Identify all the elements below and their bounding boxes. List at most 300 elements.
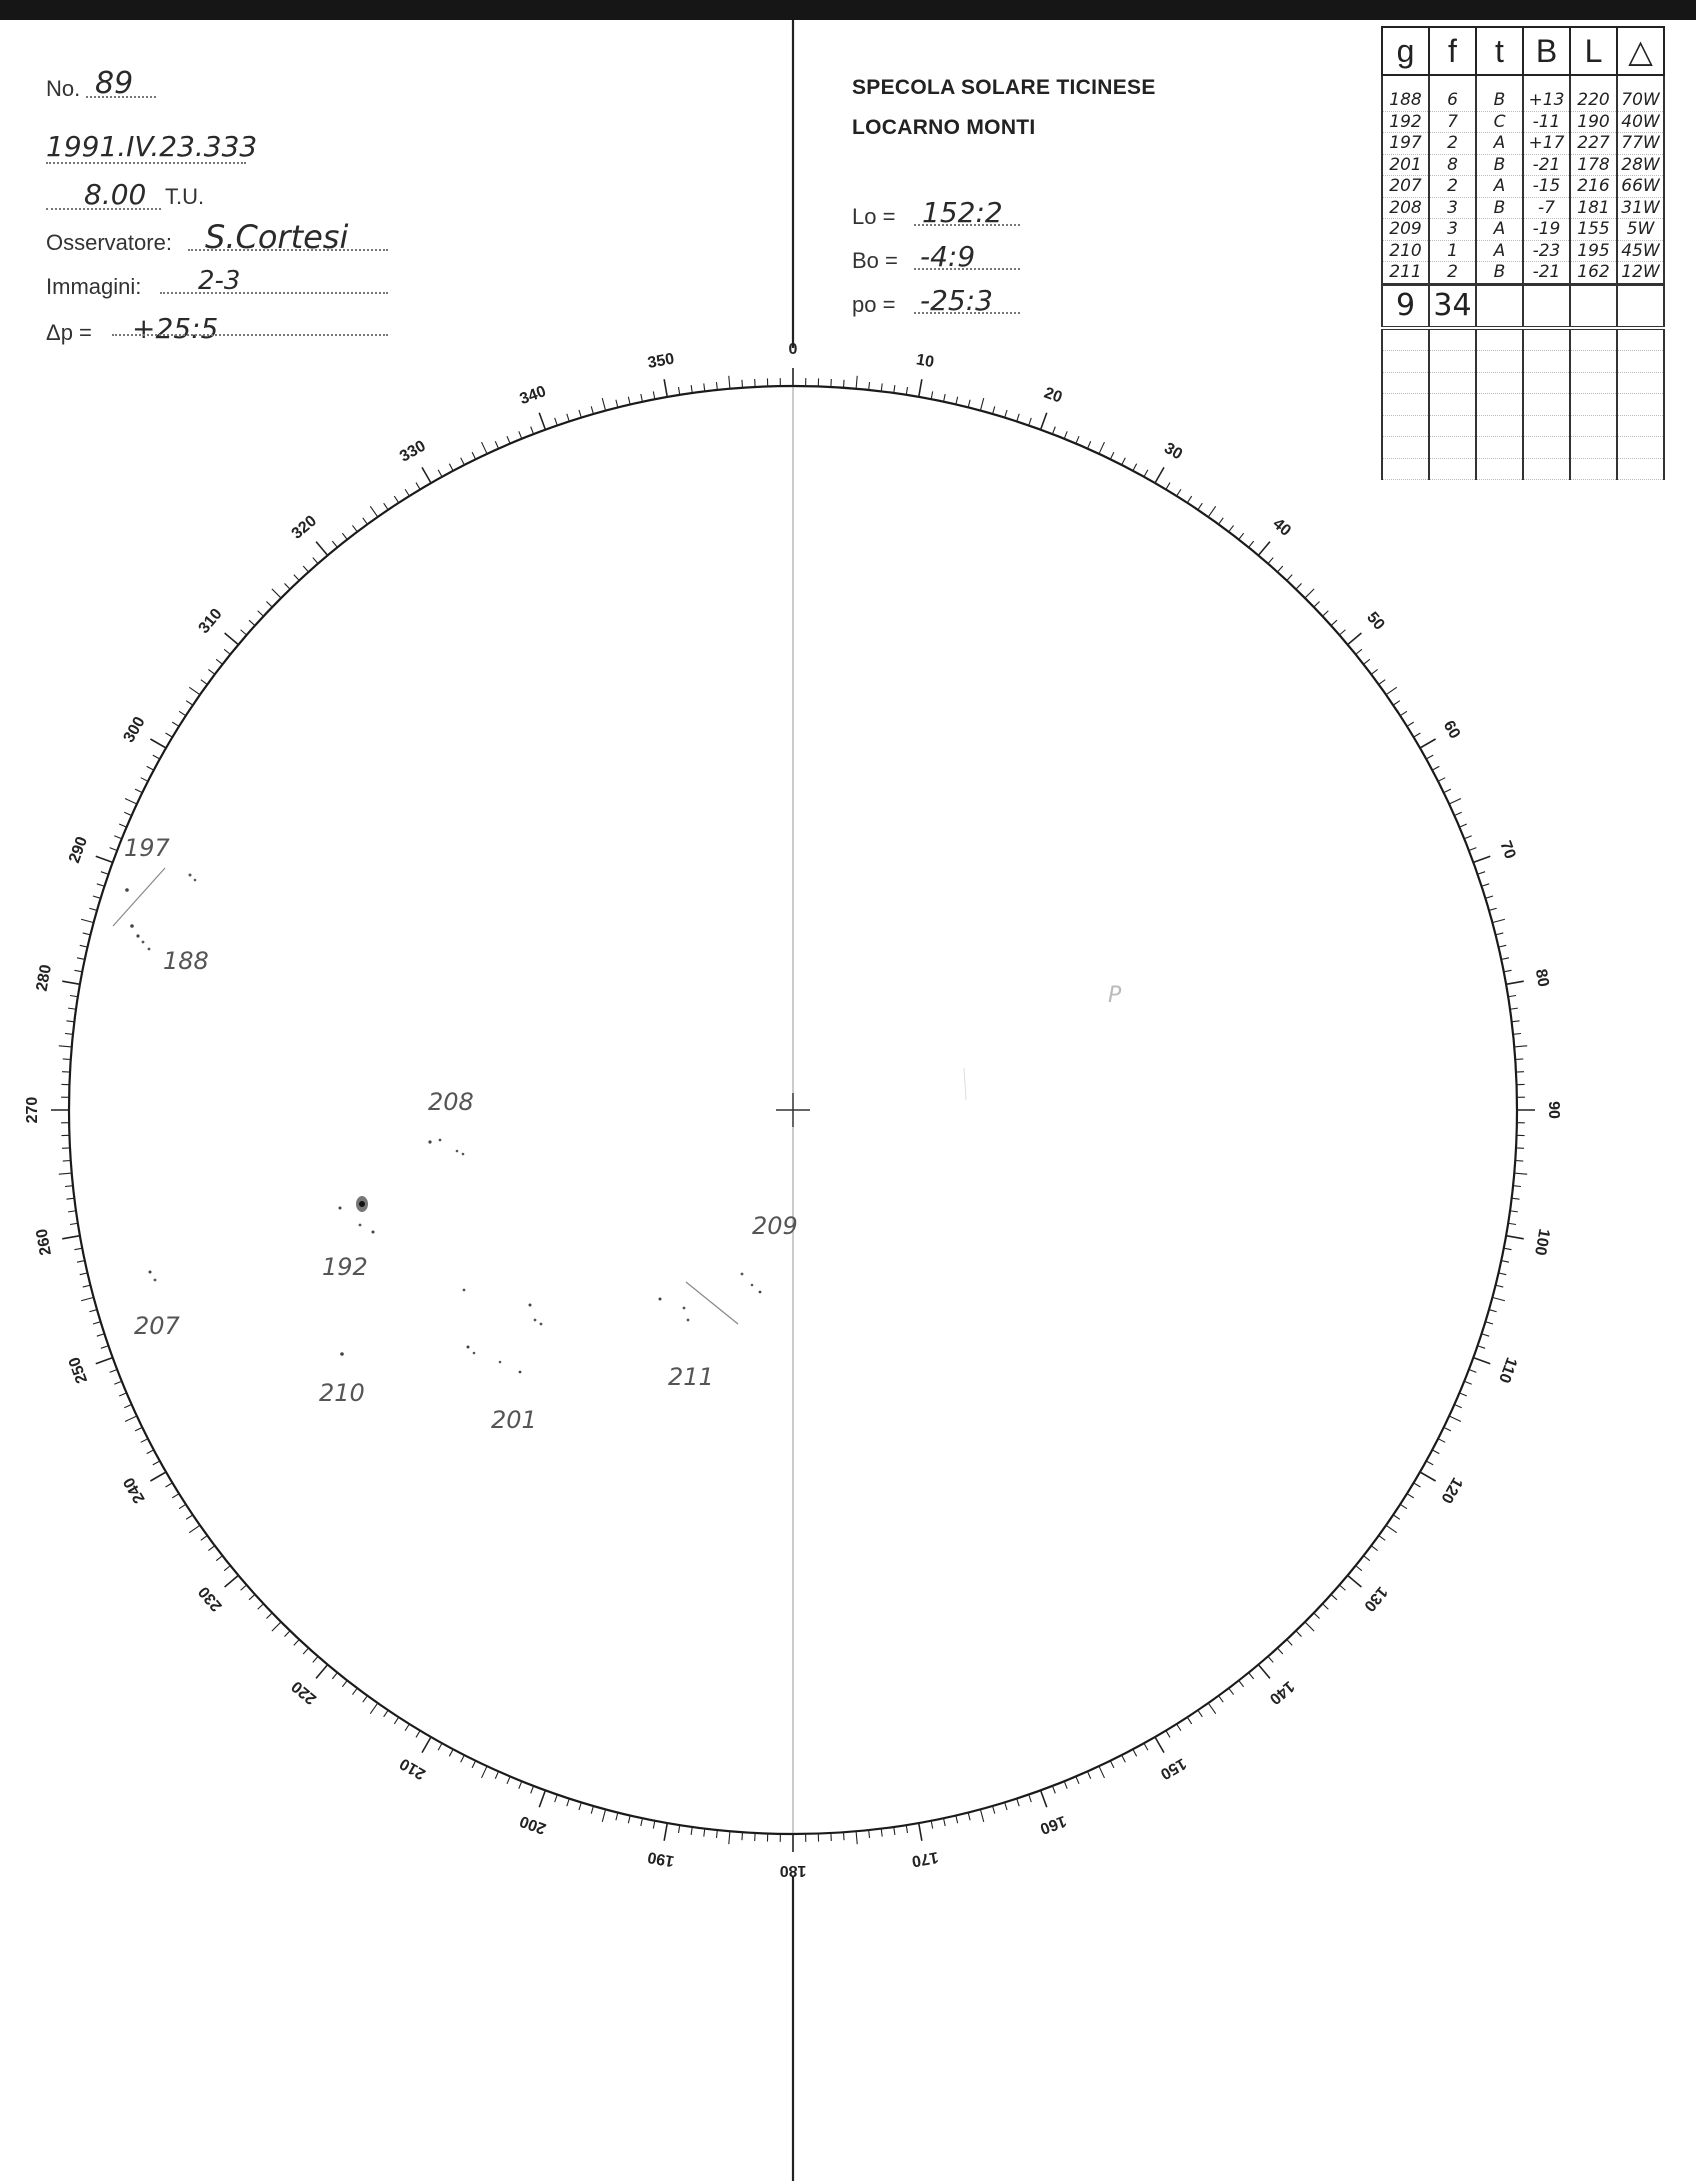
col-header-delta: △ bbox=[1617, 27, 1664, 75]
scale-tick bbox=[1407, 722, 1414, 726]
scale-tick bbox=[1041, 1790, 1047, 1807]
scale-tick bbox=[495, 1771, 498, 1778]
sunspot-group-188 bbox=[130, 924, 209, 975]
scale-tick bbox=[96, 856, 113, 862]
cell-meridian-distance: 28W bbox=[1617, 154, 1664, 176]
scale-tick bbox=[591, 1806, 593, 1814]
scale-tick bbox=[472, 452, 476, 459]
scale-tick bbox=[1249, 541, 1254, 547]
cell-group-number: 211 bbox=[1382, 262, 1429, 285]
delta-p-value: +25:5 bbox=[132, 312, 219, 345]
group-197-axis bbox=[113, 868, 165, 926]
scale-label: 80 bbox=[1531, 967, 1552, 989]
cell-meridian-distance: 70W bbox=[1617, 75, 1664, 111]
scale-label: 140 bbox=[1265, 1677, 1298, 1708]
scale-label: 290 bbox=[66, 834, 92, 866]
scale-tick bbox=[416, 483, 420, 490]
scale-tick bbox=[1454, 812, 1461, 815]
scale-tick bbox=[1426, 755, 1433, 759]
scale-tick bbox=[1501, 1261, 1509, 1263]
scale-tick bbox=[201, 680, 207, 685]
cell-group-number: 201 bbox=[1382, 154, 1429, 176]
scale-tick bbox=[59, 1046, 72, 1047]
cell-group-number: 209 bbox=[1382, 219, 1429, 241]
scale-tick bbox=[1287, 575, 1292, 581]
scale-tick bbox=[1407, 1494, 1414, 1498]
scale-tick bbox=[1420, 739, 1436, 748]
scale-tick bbox=[1239, 533, 1244, 539]
scale-tick bbox=[147, 1450, 154, 1454]
scale-tick bbox=[249, 1594, 255, 1599]
scale-tick bbox=[1331, 1594, 1337, 1599]
scale-tick bbox=[1258, 542, 1270, 556]
scale-label: 300 bbox=[120, 714, 149, 746]
spot bbox=[659, 1298, 662, 1301]
cell-latitude: +13 bbox=[1523, 75, 1570, 111]
b0-value: -4:9 bbox=[920, 240, 976, 273]
scale-tick bbox=[125, 1416, 137, 1421]
scale-tick bbox=[1017, 414, 1019, 422]
scale-tick bbox=[150, 1472, 166, 1481]
scale-tick bbox=[1473, 856, 1490, 862]
scale-tick bbox=[1314, 1613, 1320, 1619]
scale-label: 60 bbox=[1439, 717, 1464, 742]
scale-tick bbox=[1504, 1248, 1512, 1250]
scale-tick bbox=[1052, 1786, 1055, 1793]
scale-tick bbox=[1348, 1575, 1362, 1587]
scale-tick bbox=[519, 431, 522, 438]
scale-tick bbox=[80, 1273, 88, 1275]
scale-tick bbox=[303, 1648, 308, 1654]
scale-tick bbox=[919, 1823, 922, 1841]
cell-group-type: B bbox=[1476, 262, 1523, 285]
total-spots: 34 bbox=[1429, 284, 1476, 328]
scale-tick bbox=[1219, 1696, 1224, 1702]
scale-tick bbox=[124, 1404, 131, 1407]
cell-group-type: A bbox=[1476, 219, 1523, 241]
cell-spot-count: 1 bbox=[1429, 240, 1476, 262]
scale-tick bbox=[1495, 1285, 1503, 1287]
spot bbox=[529, 1304, 532, 1307]
scale-tick bbox=[1498, 945, 1506, 947]
scale-tick bbox=[1017, 1799, 1019, 1807]
scale-label: 90 bbox=[1544, 1101, 1562, 1119]
scale-label: 210 bbox=[397, 1754, 429, 1783]
scale-tick bbox=[1498, 1273, 1506, 1275]
cell-latitude: -15 bbox=[1523, 176, 1570, 198]
scale-tick bbox=[342, 1681, 347, 1687]
scale-tick bbox=[1287, 1640, 1292, 1646]
sunspot-group-207 bbox=[134, 1271, 181, 1341]
cell-group-type: A bbox=[1476, 240, 1523, 262]
cell-longitude: 220 bbox=[1570, 75, 1617, 111]
scale-tick bbox=[881, 383, 882, 391]
scale-label: 0 bbox=[788, 341, 798, 359]
scale-tick bbox=[1323, 611, 1329, 616]
scale-tick bbox=[1239, 1681, 1244, 1687]
scale-tick bbox=[1029, 418, 1032, 426]
scale-tick bbox=[567, 1799, 569, 1807]
scale-tick bbox=[81, 919, 94, 922]
scale-tick bbox=[653, 1821, 655, 1829]
scale-tick bbox=[691, 385, 692, 393]
cell-group-type: B bbox=[1476, 197, 1523, 219]
scale-tick bbox=[313, 558, 318, 564]
scale-tick bbox=[1314, 602, 1320, 608]
scale-tick bbox=[294, 575, 299, 581]
cell-longitude: 181 bbox=[1570, 197, 1617, 219]
cell-group-number: 197 bbox=[1382, 133, 1429, 155]
scale-tick bbox=[1041, 413, 1047, 430]
scale-tick bbox=[881, 1829, 882, 1837]
cell-meridian-distance: 77W bbox=[1617, 133, 1664, 155]
scale-tick bbox=[482, 442, 487, 454]
l0-label: Lo = bbox=[852, 204, 896, 229]
scale-tick bbox=[495, 441, 498, 448]
scale-tick bbox=[384, 1710, 388, 1717]
scale-tick bbox=[405, 489, 409, 496]
scale-tick bbox=[1508, 1223, 1516, 1224]
scale-tick bbox=[1371, 669, 1377, 674]
time-unit: T.U. bbox=[165, 184, 205, 209]
scale-tick bbox=[1512, 1021, 1520, 1022]
scale-tick bbox=[1249, 1673, 1254, 1679]
scale-tick bbox=[1029, 1795, 1032, 1803]
scale-tick bbox=[628, 1815, 630, 1823]
scale-tick bbox=[956, 397, 958, 405]
group-label-201: 201 bbox=[491, 1406, 537, 1434]
facula-trace bbox=[964, 1068, 966, 1100]
p0-label: po = bbox=[852, 292, 896, 317]
scale-tick bbox=[716, 382, 717, 390]
scale-tick bbox=[1464, 836, 1471, 839]
scale-tick bbox=[1052, 427, 1055, 434]
scale-tick bbox=[313, 1656, 318, 1662]
scale-tick bbox=[74, 1248, 82, 1250]
spot bbox=[473, 1352, 476, 1355]
cell-spot-count: 6 bbox=[1429, 75, 1476, 111]
scale-tick bbox=[1229, 525, 1234, 531]
spot bbox=[462, 1153, 465, 1156]
spot bbox=[125, 888, 129, 892]
scale-tick bbox=[125, 799, 137, 804]
spot bbox=[439, 1139, 442, 1142]
scale-tick bbox=[1426, 1461, 1433, 1465]
scale-tick bbox=[405, 1724, 409, 1731]
scale-tick bbox=[416, 1731, 420, 1738]
scale-tick bbox=[66, 1198, 74, 1199]
cell-group-type: B bbox=[1476, 154, 1523, 176]
group-label-208: 208 bbox=[428, 1088, 474, 1116]
spot bbox=[456, 1150, 459, 1153]
cell-longitude: 162 bbox=[1570, 262, 1617, 285]
spot-umbra bbox=[359, 1201, 365, 1207]
observation-date: 1991.IV.23.333 bbox=[46, 130, 258, 163]
cell-group-number: 188 bbox=[1382, 75, 1429, 111]
scale-tick bbox=[1122, 458, 1126, 465]
cell-meridian-distance: 31W bbox=[1617, 197, 1664, 219]
scale-tick bbox=[266, 602, 272, 608]
scale-tick bbox=[1177, 1724, 1181, 1731]
scale-tick bbox=[74, 970, 82, 972]
scale-tick bbox=[65, 1033, 73, 1034]
scale-tick bbox=[124, 812, 131, 815]
group-label-207: 207 bbox=[134, 1312, 180, 1340]
facula-label-p: P bbox=[1108, 983, 1122, 1008]
scale-tick bbox=[153, 755, 160, 759]
scale-tick bbox=[172, 722, 179, 726]
scale-tick bbox=[258, 1604, 264, 1609]
spot bbox=[519, 1371, 522, 1374]
scale-tick bbox=[1478, 872, 1486, 875]
scale-tick bbox=[1064, 1781, 1067, 1788]
scale-tick bbox=[316, 542, 328, 556]
scale-tick bbox=[166, 733, 173, 737]
scale-tick bbox=[1514, 1173, 1527, 1174]
scale-tick bbox=[1356, 1566, 1362, 1571]
scale-label: 250 bbox=[66, 1354, 92, 1386]
scale-tick bbox=[186, 701, 193, 705]
scale-tick bbox=[62, 981, 80, 984]
scale-tick bbox=[1438, 1439, 1445, 1443]
scale-tick bbox=[472, 1761, 476, 1768]
cell-meridian-distance: 12W bbox=[1617, 262, 1664, 285]
scale-tick bbox=[201, 1536, 207, 1541]
scale-tick bbox=[1386, 1525, 1397, 1532]
scale-label: 240 bbox=[120, 1474, 149, 1506]
scale-tick bbox=[1489, 1310, 1497, 1312]
scale-tick bbox=[1469, 1369, 1476, 1372]
scale-tick bbox=[1277, 566, 1282, 572]
scale-tick bbox=[482, 1766, 487, 1778]
cell-longitude: 216 bbox=[1570, 176, 1617, 198]
scale-tick bbox=[519, 1781, 522, 1788]
scale-tick bbox=[272, 1622, 281, 1631]
scale-tick bbox=[539, 413, 545, 430]
scale-tick bbox=[704, 383, 705, 391]
scale-tick bbox=[1208, 506, 1215, 517]
spot bbox=[534, 1319, 537, 1322]
scale-tick bbox=[641, 394, 643, 402]
scale-tick bbox=[241, 1585, 247, 1590]
scale-tick bbox=[179, 1504, 186, 1508]
number-label: No. bbox=[46, 76, 81, 101]
scale-tick bbox=[186, 1515, 193, 1519]
scale-tick bbox=[1219, 518, 1224, 524]
scale-tick bbox=[1187, 1717, 1191, 1724]
scale-tick bbox=[1459, 824, 1466, 827]
scale-tick bbox=[678, 1825, 679, 1833]
group-label-192: 192 bbox=[322, 1253, 368, 1281]
scale-tick bbox=[449, 464, 453, 471]
scale-tick bbox=[294, 1640, 299, 1646]
scale-tick bbox=[1432, 1450, 1439, 1454]
scale-tick bbox=[1513, 1033, 1521, 1034]
scale-tick bbox=[1469, 848, 1476, 851]
scale-tick bbox=[1492, 919, 1505, 922]
scale-tick bbox=[742, 380, 743, 388]
scale-label: 340 bbox=[517, 383, 549, 409]
scale-tick bbox=[422, 467, 431, 483]
cell-latitude: -23 bbox=[1523, 240, 1570, 262]
group-label-188: 188 bbox=[163, 947, 209, 975]
cell-spot-count: 2 bbox=[1429, 262, 1476, 285]
scale-tick bbox=[616, 1812, 618, 1820]
cell-latitude: +17 bbox=[1523, 133, 1570, 155]
cell-group-number: 208 bbox=[1382, 197, 1429, 219]
images-value: 2-3 bbox=[198, 266, 241, 296]
scale-tick bbox=[150, 739, 166, 748]
time-value: 8.00 bbox=[84, 178, 147, 211]
scale-tick bbox=[968, 400, 970, 408]
scale-tick bbox=[394, 496, 398, 503]
scale-tick bbox=[266, 1613, 272, 1619]
scale-tick bbox=[906, 1825, 907, 1833]
scale-tick bbox=[208, 1546, 214, 1551]
scale-tick bbox=[591, 406, 593, 414]
scale-tick bbox=[1489, 908, 1497, 910]
cell-spot-count: 7 bbox=[1429, 111, 1476, 133]
scale-tick bbox=[1444, 1427, 1451, 1431]
scale-label: 130 bbox=[1360, 1582, 1391, 1615]
scale-tick bbox=[1414, 1483, 1421, 1487]
scale-tick bbox=[394, 1717, 398, 1724]
cell-spot-count: 2 bbox=[1429, 133, 1476, 155]
spot bbox=[499, 1361, 502, 1364]
scale-tick bbox=[1432, 766, 1439, 770]
scale-tick bbox=[1482, 884, 1490, 886]
scale-tick bbox=[272, 589, 281, 598]
scale-tick bbox=[1464, 1381, 1471, 1384]
col-header-g: g bbox=[1382, 27, 1429, 75]
scale-tick bbox=[77, 1261, 85, 1263]
cell-spot-count: 3 bbox=[1429, 219, 1476, 241]
scale-tick bbox=[303, 566, 308, 572]
cell-longitude: 227 bbox=[1570, 133, 1617, 155]
scale-tick bbox=[89, 908, 97, 910]
scale-tick bbox=[225, 633, 239, 645]
scale-tick bbox=[110, 848, 117, 851]
group-211-axis bbox=[686, 1282, 738, 1324]
cell-spot-count: 3 bbox=[1429, 197, 1476, 219]
scale-tick bbox=[1420, 1472, 1436, 1481]
cell-latitude: -19 bbox=[1523, 219, 1570, 241]
spot bbox=[154, 1279, 157, 1282]
scale-tick bbox=[216, 1556, 222, 1561]
scale-label: 230 bbox=[195, 1582, 226, 1615]
scale-tick bbox=[1229, 1688, 1234, 1694]
scale-tick bbox=[856, 376, 857, 389]
scale-tick bbox=[931, 391, 933, 399]
spot bbox=[683, 1307, 686, 1310]
cell-group-number: 210 bbox=[1382, 240, 1429, 262]
sunspot-group-210 bbox=[319, 1352, 365, 1407]
spot bbox=[463, 1289, 466, 1292]
spot bbox=[540, 1323, 543, 1326]
scale-tick bbox=[1144, 470, 1148, 477]
scale-tick bbox=[1348, 633, 1362, 645]
scale-tick bbox=[147, 766, 154, 770]
scale-tick bbox=[579, 410, 581, 418]
scale-tick bbox=[166, 1483, 173, 1487]
scale-tick bbox=[93, 896, 101, 898]
scale-tick bbox=[83, 1285, 91, 1287]
scale-tick bbox=[1485, 1322, 1493, 1324]
scale-tick bbox=[507, 1776, 510, 1783]
p0-value: -25:3 bbox=[920, 284, 993, 317]
scale-tick bbox=[63, 1161, 71, 1162]
scale-label: 280 bbox=[33, 963, 55, 993]
scale-tick bbox=[141, 1439, 148, 1443]
scale-tick bbox=[77, 958, 85, 960]
scale-tick bbox=[641, 1818, 643, 1826]
total-groups: 9 bbox=[1382, 284, 1429, 328]
scale-tick bbox=[579, 1802, 581, 1810]
scale-tick bbox=[664, 1823, 667, 1841]
sunspot-group-209 bbox=[741, 1212, 798, 1293]
scale-tick bbox=[729, 1831, 730, 1844]
scale-tick bbox=[1454, 1404, 1461, 1407]
scale-tick bbox=[114, 836, 121, 839]
scale-label: 330 bbox=[397, 437, 429, 466]
scale-tick bbox=[258, 611, 264, 616]
scale-label: 30 bbox=[1161, 439, 1186, 464]
scale-tick bbox=[894, 1827, 895, 1835]
scale-tick bbox=[62, 1236, 80, 1239]
scale-tick bbox=[110, 1369, 117, 1372]
scale-tick bbox=[352, 1688, 357, 1694]
scale-tick bbox=[993, 406, 995, 414]
scale-tick bbox=[1155, 467, 1164, 483]
scale-tick bbox=[944, 1818, 946, 1826]
scale-tick bbox=[59, 1173, 72, 1174]
scale-label: 220 bbox=[288, 1677, 321, 1708]
b0-label: Bo = bbox=[852, 248, 898, 273]
scale-tick bbox=[80, 945, 88, 947]
sunspot-group-211 bbox=[659, 1282, 739, 1391]
scale-label: 110 bbox=[1495, 1354, 1520, 1386]
scale-tick bbox=[363, 518, 368, 524]
scale-tick bbox=[1005, 1802, 1007, 1810]
scale-tick bbox=[179, 711, 186, 715]
scale-tick bbox=[1110, 1761, 1114, 1768]
scale-tick bbox=[285, 583, 291, 589]
scale-tick bbox=[1099, 1766, 1104, 1778]
spot bbox=[372, 1231, 375, 1234]
sunspot-group-197 bbox=[113, 834, 196, 926]
cell-spot-count: 8 bbox=[1429, 154, 1476, 176]
scale-tick bbox=[956, 1815, 958, 1823]
spot bbox=[148, 948, 151, 951]
scale-tick bbox=[1331, 620, 1337, 625]
scale-tick bbox=[931, 1821, 933, 1829]
scale-tick bbox=[1449, 799, 1461, 804]
scale-tick bbox=[856, 1831, 857, 1844]
scale-tick bbox=[172, 1494, 179, 1498]
scale-tick bbox=[97, 884, 105, 886]
scale-tick bbox=[461, 458, 465, 465]
scale-tick bbox=[704, 1829, 705, 1837]
col-header-l: L bbox=[1570, 27, 1617, 75]
scale-tick bbox=[135, 1427, 142, 1431]
scale-tick bbox=[1339, 1585, 1345, 1590]
scale-tick bbox=[370, 1703, 377, 1714]
scale-tick bbox=[285, 1631, 291, 1637]
scale-label: 180 bbox=[779, 1861, 807, 1879]
scale-tick bbox=[332, 1673, 337, 1679]
cell-group-type: A bbox=[1476, 133, 1523, 155]
group-label-209: 209 bbox=[752, 1212, 798, 1240]
